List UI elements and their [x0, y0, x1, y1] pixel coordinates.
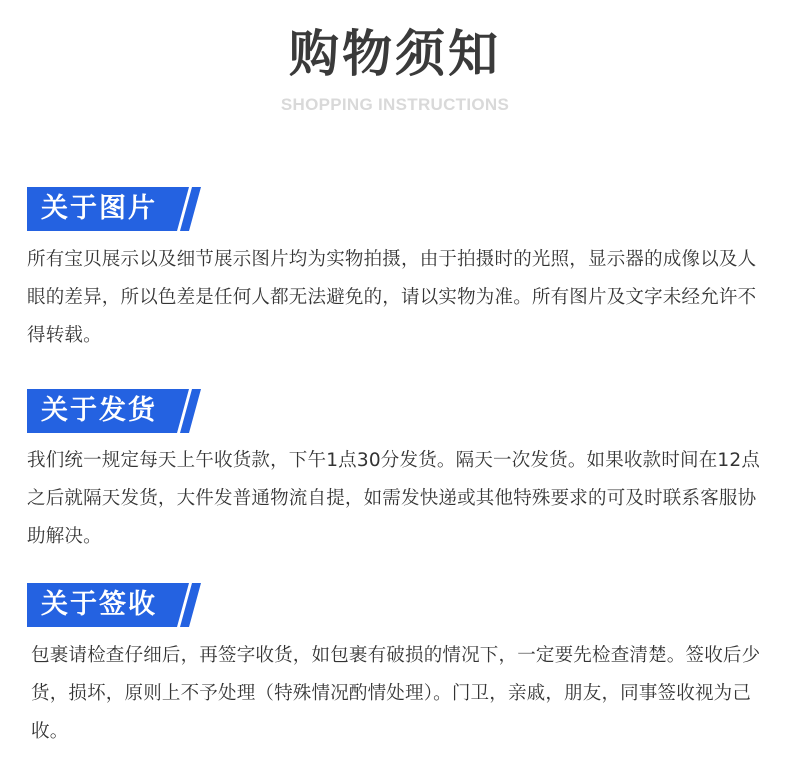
page-subtitle: SHOPPING INSTRUCTIONS: [280, 95, 510, 114]
section-heading-badge: [27, 583, 201, 627]
section-heading-badge: [27, 187, 201, 231]
section-heading: 关于签收: [41, 589, 157, 620]
section-heading: 关于发货: [41, 395, 157, 426]
section-heading: 关于图片: [41, 193, 157, 224]
section-body-text: 包裹请检查仔细后，再签字收货，如包裹有破损的情况下，一定要先检查清楚。签收后少货，损坏，原则上不予处理（特殊情况酌情处理）。门卫，亲戚，朋友，同事签收视为己收。: [31, 645, 761, 742]
section-heading-badge: [27, 389, 201, 433]
page-title: 购物须知: [289, 25, 501, 83]
section-body-text: 所有宝贝展示以及细节展示图片均为实物拍摄，由于拍摄时的光照，显示器的成像以及人眼的差异，所以色差是任何人都无法避免的，请以实物为准。所有图片及文字未经允许不得转载。: [27, 249, 757, 346]
section-body-text: 我们统一规定每天上午收货款，下午1点30分发货。隔天一次发货。如果收款时间在12点之后就隔天发货，大件发普通物流自提，如需发快递或其他特殊要求的可及时联系客服协助解决。: [27, 450, 761, 547]
